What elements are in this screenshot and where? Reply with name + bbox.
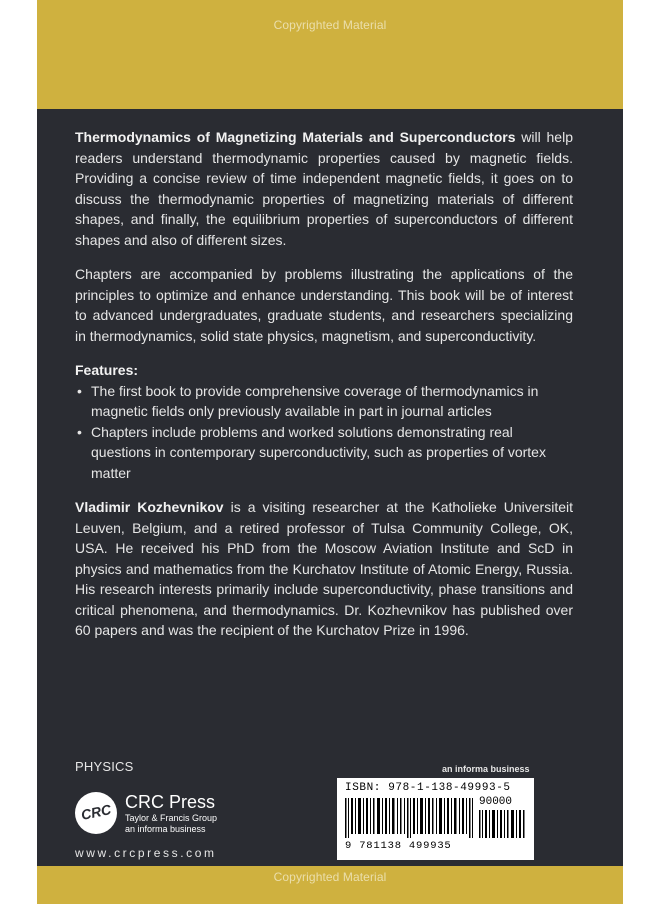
audience-paragraph: Chapters are accompanied by problems illustrating the applications of the principles to optimize and enhance understanding. This book will be of interest to advanced undergraduates, graduate students, and researchers specializing in thermodynamics, solid state physics, magnetism, and superconductivity.	[75, 266, 573, 344]
author-paragraph	[75, 497, 573, 641]
features-heading: Features:	[75, 362, 139, 378]
features-list	[75, 381, 573, 484]
publisher-tagline: an informa business	[125, 824, 206, 834]
bottom-color-band	[37, 866, 623, 904]
book-title: Thermodynamics of Magnetizing Materials and Superconductors	[75, 129, 516, 145]
feature-item: • The first book to provide comprehensive coverage of thermodynamics in magnetic fields only previously available in part in journal articles	[75, 381, 573, 422]
price-code: 90000	[479, 796, 513, 808]
author-name: Vladimir Kozhevnikov	[75, 499, 224, 515]
crc-logo-icon	[75, 792, 117, 834]
crc-logo-text: CRC	[79, 801, 113, 823]
isbn-label: ISBN: 978-1-138-49993-5	[345, 782, 511, 794]
isbn-barcode	[337, 778, 534, 860]
watermark-bottom: Copyrighted Material	[273, 870, 387, 884]
publisher-name: CRC Press	[125, 792, 216, 812]
watermark-top: Copyrighted Material	[273, 18, 387, 32]
publisher-url: www.crcpress.com	[75, 846, 217, 860]
informa-tag: an informa business	[442, 764, 530, 774]
intro-text: will help readers understand thermodynamic properties caused by magnetic fields. Providing a concise review of time independent magnetic fields, it goes on to discuss the thermodynamic properties of magnetizing materials of different shapes, and finally, the equilibrium properties of superconductors of different shapes and also of different sizes.	[75, 129, 573, 248]
author-bio: is a visiting researcher at the Katholieke Universiteit Leuven, Belgium, and a retired professor of Tulsa Community College, OK, USA. He received his PhD from the Moscow Aviation Institute and ScD in physics and mathematics from the Kurchatov Institute of Atomic Energy, Russia. His research interests primarily include superconductivity, phase transitions and critical phenomena, and thermodynamics. Dr. Kozhevnikov has published over 60 papers and was the recipient of the Kurchatov Prize in 1996.	[75, 499, 574, 638]
category-label: PHYSICS	[75, 759, 134, 774]
price-barcode-icon	[479, 810, 527, 838]
back-cover	[37, 0, 623, 904]
top-color-band	[37, 0, 623, 109]
intro-paragraph	[75, 127, 573, 250]
blurb-content	[75, 127, 573, 655]
publisher-logo	[75, 790, 285, 836]
feature-item: • Chapters include problems and worked solutions demonstrating real questions in contemporary superconductivity, such as properties of vortex matter	[75, 422, 573, 484]
publisher-group: Taylor & Francis Group	[125, 813, 218, 823]
barcode-digits: 9 781138 499935	[345, 840, 452, 852]
barcode-bars-icon	[345, 798, 475, 838]
